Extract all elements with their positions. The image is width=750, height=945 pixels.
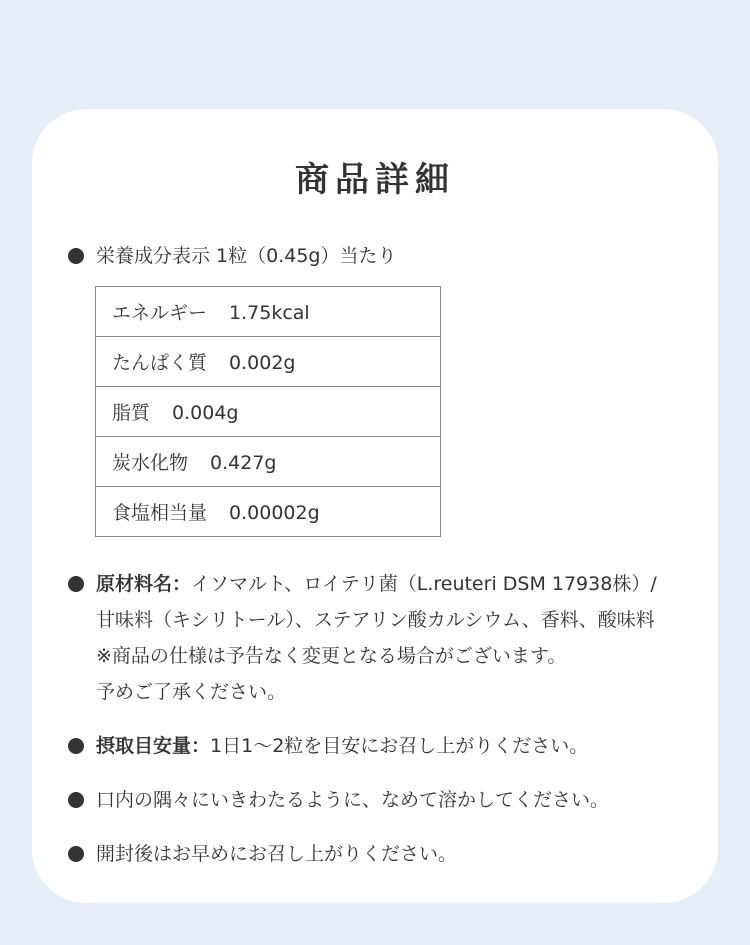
ingredients-line-1 (96, 571, 657, 597)
nutrient-value: 1.75kcal (229, 302, 310, 324)
ingredients-text: イソマルト、ロイテリ菌（L.reuteri DSM 17938株）/ (191, 573, 657, 595)
table-row (96, 387, 441, 437)
spec-notice-continued: 予めご了承ください。 (96, 681, 287, 703)
intake-label: 摂取目安量： (96, 735, 211, 757)
usage-instruction: 口内の隅々にいきわたるように、なめて溶かしてください。 (96, 789, 610, 811)
ingredients-label: 原材料名： (96, 573, 192, 595)
bullet-icon (68, 738, 84, 754)
nutrient-name: 炭水化物 (112, 452, 189, 474)
nutrient-value: 0.427g (210, 452, 277, 474)
table-row (96, 287, 441, 337)
table-row (96, 487, 441, 537)
nutrient-name: たんぱく質 (112, 352, 208, 374)
nutrient-value: 0.00002g (229, 502, 320, 524)
nutrient-name: エネルギー (112, 302, 208, 324)
bullet-icon (68, 846, 84, 862)
nutrient-value: 0.004g (172, 402, 239, 424)
nutrient-name: 脂質 (112, 402, 151, 424)
page-title: 商品詳細 (295, 160, 455, 200)
storage-note: 開封後はお早めにお召し上がりください。 (96, 843, 458, 865)
intake-line (96, 733, 588, 759)
nutrition-heading: 栄養成分表示 1粒（0.45g）当たり (96, 245, 397, 267)
spec-notice: ※商品の仕様は予告なく変更となる場合がございます。 (96, 645, 567, 667)
table-row (96, 337, 441, 387)
nutrient-name: 食塩相当量 (112, 502, 208, 524)
table-row (96, 437, 441, 487)
bullet-icon (68, 792, 84, 808)
nutrient-value: 0.002g (229, 352, 296, 374)
nutrition-table (95, 286, 441, 537)
bullet-icon (68, 576, 84, 592)
bullet-icon (68, 248, 84, 264)
intake-text: 1日1～2粒を目安にお召し上がりください。 (210, 735, 589, 757)
ingredients-line-2: 甘味料（キシリトール）、ステアリン酸カルシウム、香料、酸味料 (96, 609, 655, 631)
